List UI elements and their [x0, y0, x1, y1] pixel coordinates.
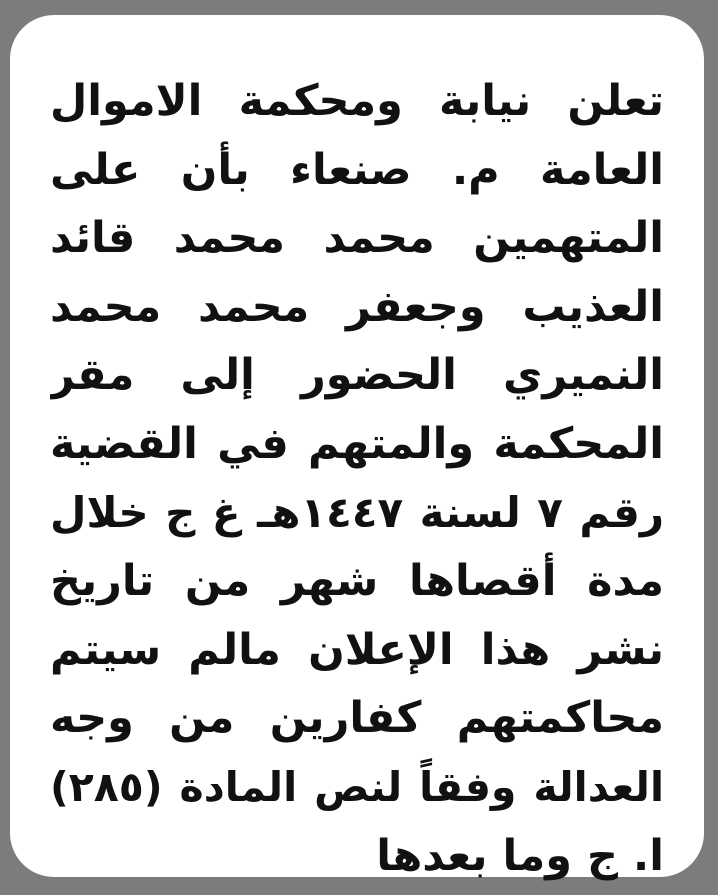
notice-line: المتهمين محمد محمد قائد — [50, 213, 664, 264]
notice-line: مدة أقصاها شهر من تاريخ — [50, 556, 664, 607]
notice-line-last: ا. ج وما بعدها — [376, 830, 664, 881]
notice-line: تعلن نيابة ومحكمة الاموال — [50, 76, 664, 126]
notice-line: العدالة وفقاً لنص المادة (٢٨٥) — [50, 762, 664, 811]
notice-line: العامة م. صنعاء بأن على — [50, 144, 664, 195]
notice-card — [10, 15, 704, 881]
notice-line: العذيب وجعفر محمد محمد — [50, 281, 664, 332]
notice-line: المحكمة والمتهم في القضية — [50, 418, 664, 469]
notice-line: نشر هذا الإعلان مالم سيتم — [50, 624, 664, 675]
notice-line: رقم ٧ لسنة ١٤٤٧هـ غ ج خلال — [50, 487, 664, 537]
notice-line: النميري الحضور إلى مقر — [50, 350, 664, 401]
notice-line: محاكمتهم كفارين من وجه — [50, 693, 664, 744]
